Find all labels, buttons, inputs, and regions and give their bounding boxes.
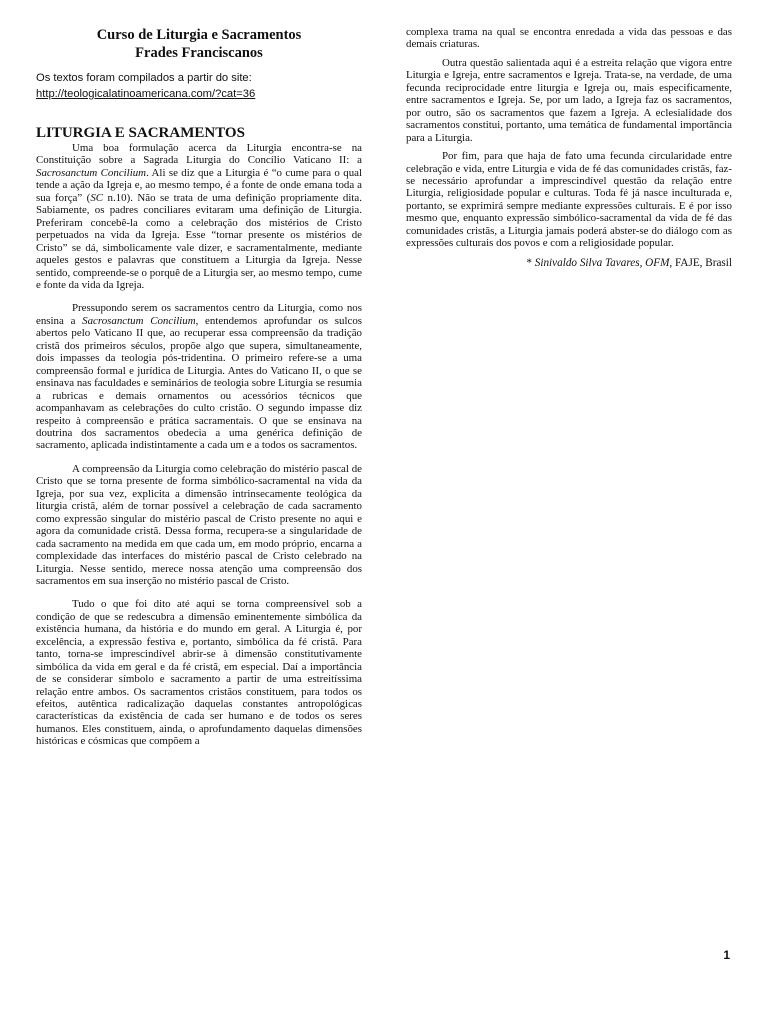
source-note-text: Os textos foram compilados a partir do site: xyxy=(36,72,252,84)
source-link[interactable]: http://teologicalatinoamericana.com/?cat=36 xyxy=(36,88,256,100)
author-name: Sinivaldo Silva Tavares, OFM, xyxy=(534,256,673,269)
left-column xyxy=(36,20,362,748)
section-heading: LITURGIA E SACRAMENTOS xyxy=(36,125,245,141)
paragraph-2: Pressupondo serem os sacramentos centro da Liturgia, como nos ensina a Sacrosanctum Concilium, entendemos aprofundar os sulcos abertos pelo Vaticano II que, ao recuperar essa compreensão da tradição cristã dos primeiros séculos, propõe algo que supera, simultaneamente, dois impasses da teologia pós-tridentina. O primeiro refere-se a uma compreensão formal e jurídica de Liturgia. Antes do Vaticano II, o que se ensinava nas faculdades e seminários de teologia sobre Liturgia se resumia a rubricas e demais ornamentos ou acessórios técnicos que acompanhavam as celebrações do culto cristão. O segundo impasse diz respeito à compreensão e prática sacramentais. O que se ensinava na doutrina dos sacramentos obedecia a uma genérica definição de sacramento, aplicada indistintamente a cada um e a todos os sacramentos. xyxy=(36,302,362,452)
author-affiliation: FAJE, Brasil xyxy=(672,256,732,269)
paragraph-4: Tudo o que foi dito até aqui se torna compreensível sob a condição de que se redescubra a dimensão eminentemente simbólica da existência humana, da história e do mundo em geral. A Liturgia é, por excelência, a expressão festiva e, portanto, simbólica da fé cristã. Para tanto, torna-se imprescindível abrir-se à dimensão constitutivamente simbólica da vida em geral e da fé cristã, em especial. Daí a importância de se considerar símbolo e sacramento a partir de uma estreitíssima relação entre ambos. Os sacramentos cristãos constituem, para todos os efeitos, autêntica radicalização daquelas constantes antropológicas características da existência de cada ser humano e de todos os seres humanos. Eles constituem, ainda, o aprofundamento daquelas dimensões históricas e cósmicas que compõem a xyxy=(36,598,362,748)
source-note xyxy=(36,70,362,102)
paragraph-4-continued: complexa trama na qual se encontra enredada a vida das pessoas e das demais criaturas. xyxy=(406,26,732,51)
document-title xyxy=(36,26,362,62)
right-column xyxy=(406,26,732,270)
paragraph-6: Por fim, para que haja de fato uma fecunda circularidade entre celebração e vida, entre Liturgia e vida de fé das comunidades cristãs, faz-se necessário aprofundar a imprescindível questão da relação entre Liturgia, religiosidade popular e culturas. Toda fé já nasce inculturada e, portanto, se exprimirá sempre mediante expressões culturais. E é por isso mesmo que, enquanto expressão simbólico-sacramental da vida de fé das comunidades cristãs, a Liturgia jamais poderá abster-se do diálogo com as expressões culturais dos povos e com a religiosidade popular. xyxy=(406,150,732,250)
page-number: 1 xyxy=(723,948,730,962)
title-line-2: Frades Franciscanos xyxy=(135,45,263,61)
paragraph-5: Outra questão salientada aqui é a estreita relação que vigora entre Liturgia e Igreja, entre sacramentos e Igreja. Trata-se, na verdade, de uma fecunda reciprocidade entre liturgia e Igreja ou, mais especificamente, entre sacramentos e Igreja. Se, por um lado, a Igreja faz os sacramentos, por outro, são os sacramentos que fazem a Igreja. A eclesialidade dos sacramentos constitui, portanto, uma temática de fundamental importância para a Liturgia. xyxy=(406,56,732,144)
title-line-1: Curso de Liturgia e Sacramentos xyxy=(96,27,302,43)
paragraph-3: A compreensão da Liturgia como celebração do mistério pascal de Cristo que se torna presente de forma simbólico-sacramental na vida da Igreja, por sua vez, explicita a dimensão intrinsecamente teológica da liturgia cristã, além de tornar possível a celebração de cada sacramento como expressão singular do mistério pascal de Cristo presente no aqui e agora da comunidade cristã. Dessa forma, recupera-se a singularidade de cada sacramento na medida em que cada um, em modo próprio, encarna a complexidade das interfaces do mistério pascal de Cristo celebrado na Liturgia. Nesse sentido, merece nossa atenção uma compreensão dos sacramentos em sua inserção no mistério pascal de Cristo. xyxy=(36,462,362,587)
author-signature: * Sinivaldo Silva Tavares, OFM, FAJE, Brasil xyxy=(526,256,732,269)
paragraph-1: Uma boa formulação acerca da Liturgia encontra-se na Constituição sobre a Sagrada Liturgia do Concílio Vaticano II: a Sacrosanctum Concilium. Ali se diz que a Liturgia é “o cume para o qual tende a ação da Igreja e, ao mesmo tempo, é a fonte de onde emana toda a sua força” (SC n.10). Não se trata de uma definição propriamente dita. Sabiamente, os padres conciliares evitaram uma definição de Liturgia. Preferiram concebê-la como a celebração dos mistérios de Cristo perpetuados na vida da Igreja. Esse “tornar presente os mistérios de Cristo” se dá, simbolicamente vale dizer, e sacramentalmente, mediante aqueles gestos e palavras que constituem a Liturgia da Igreja. Nesse sentido, compreende-se o porquê de a Liturgia ser, ao mesmo tempo, cume e fonte da vida da Igreja. xyxy=(36,142,362,291)
